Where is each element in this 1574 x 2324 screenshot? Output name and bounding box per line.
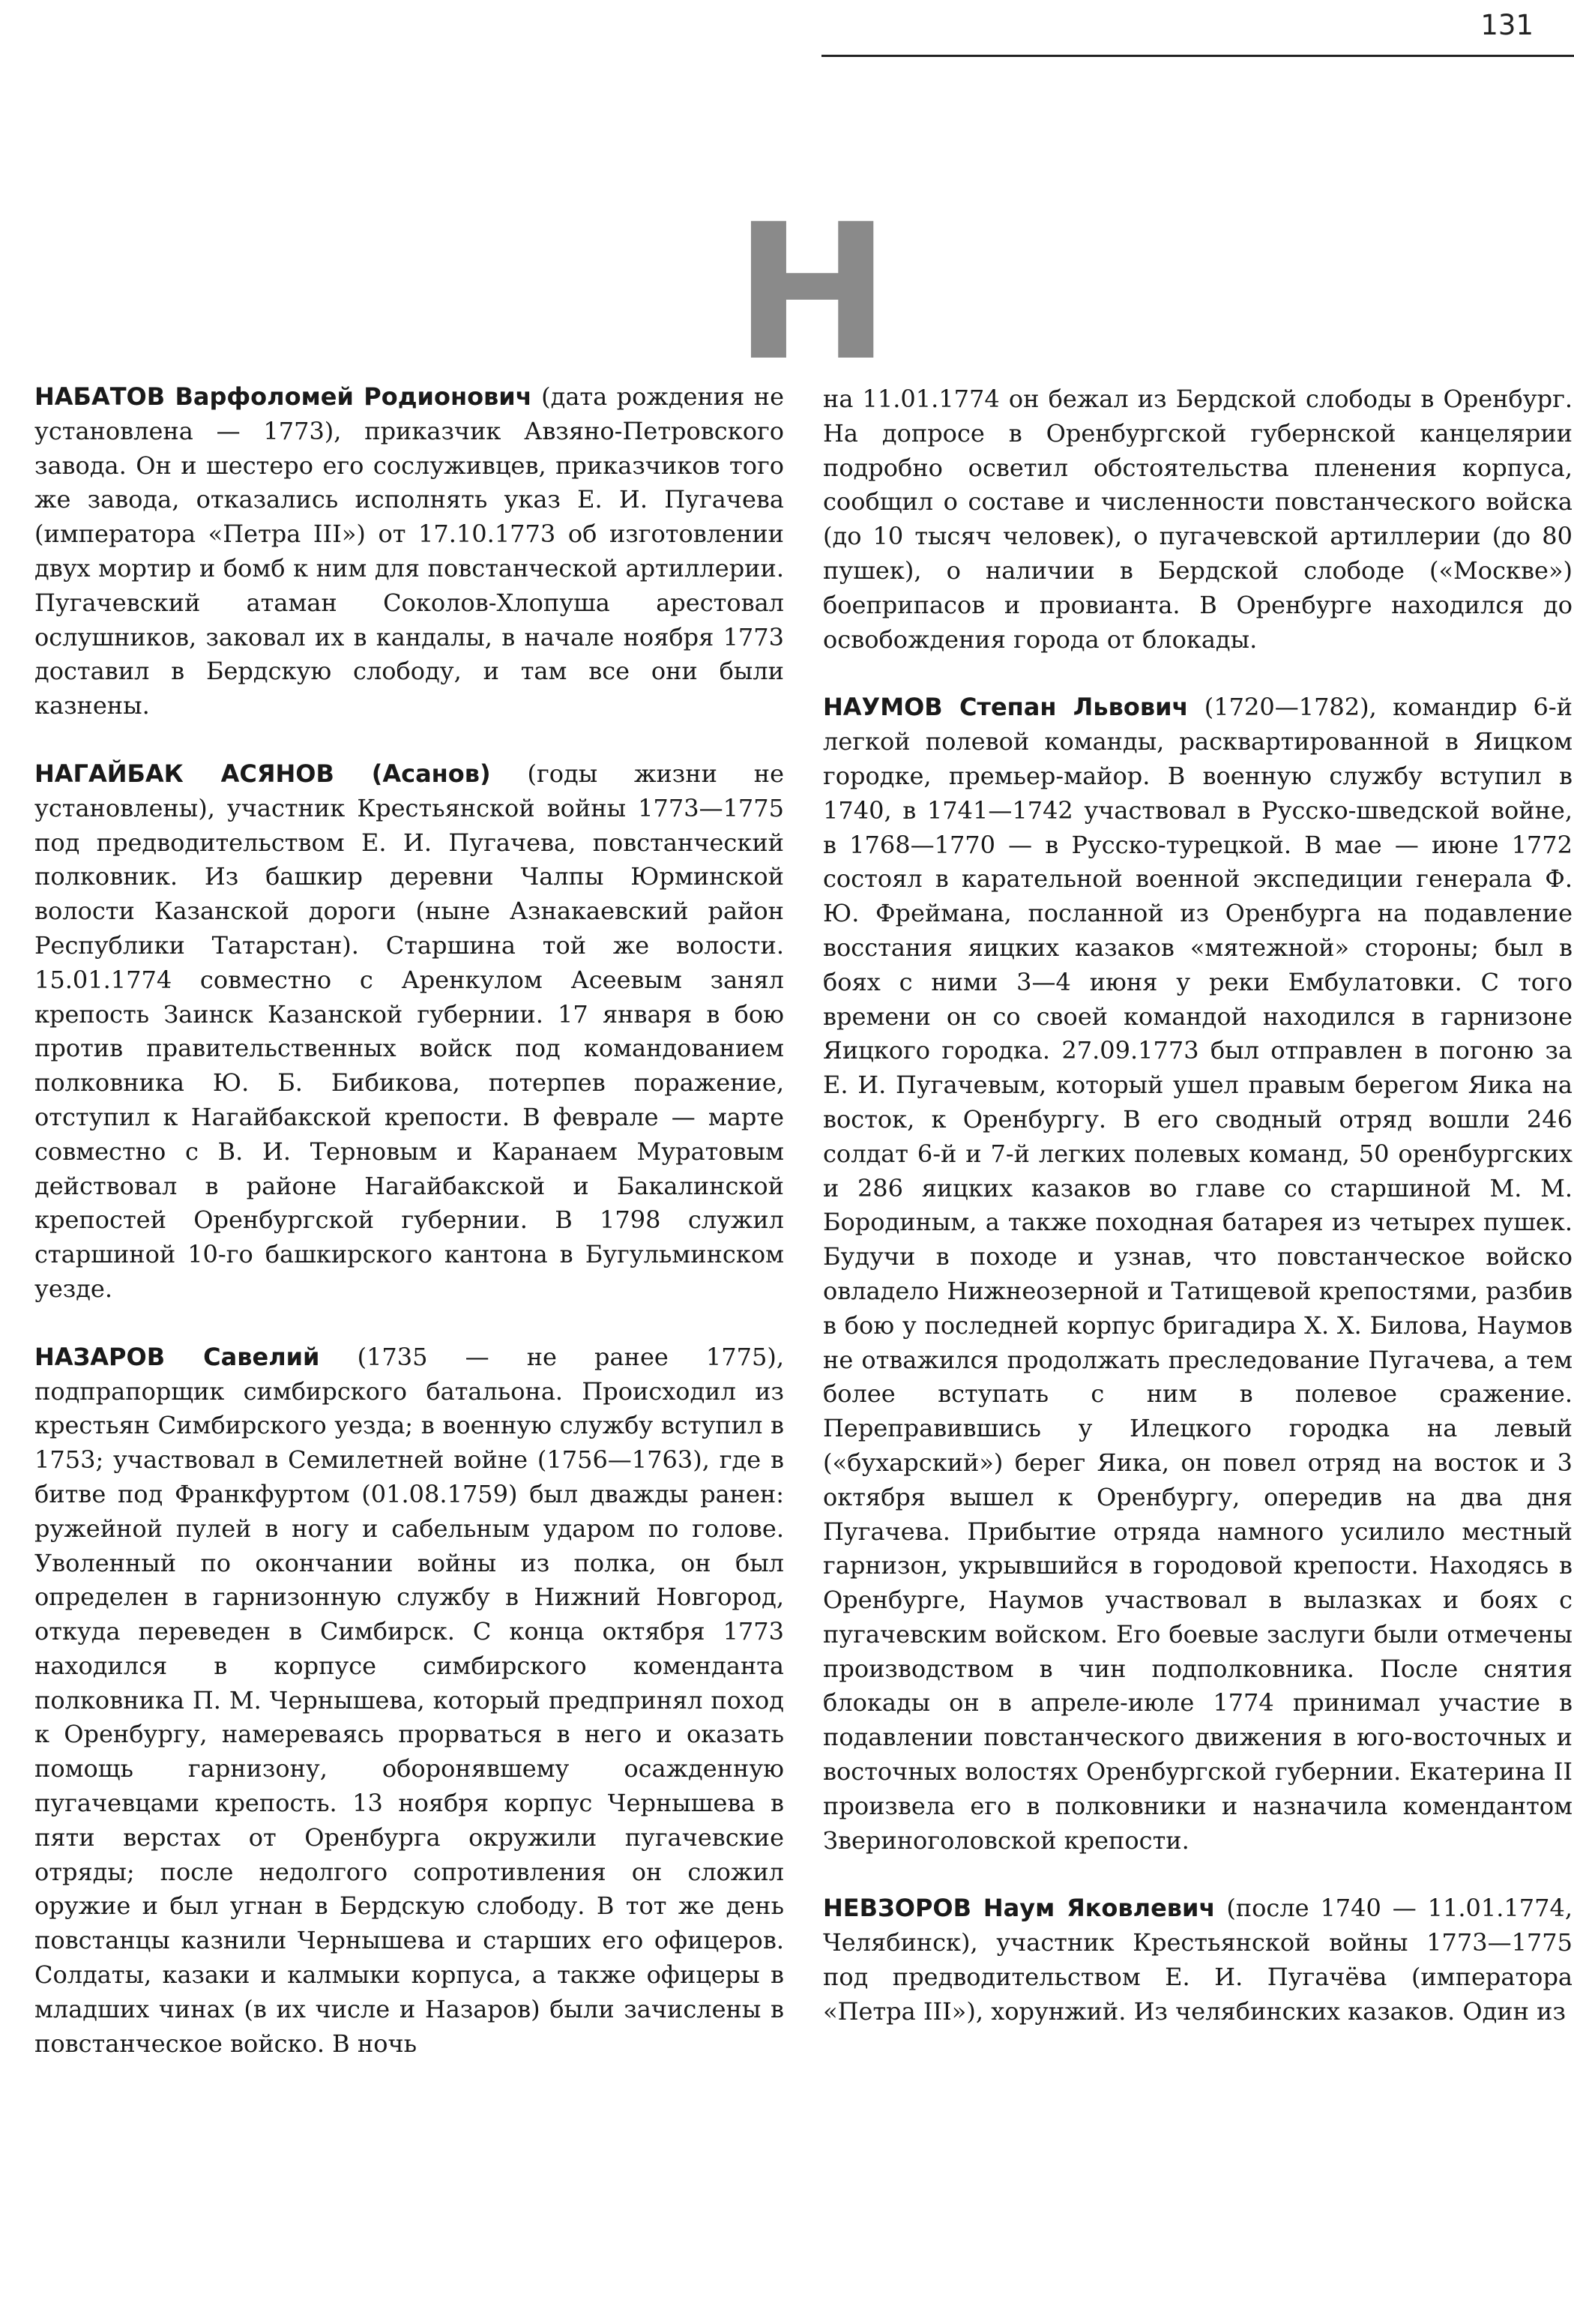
headword: НЕВЗОРОВ Наум Яковлевич	[823, 1894, 1216, 1923]
entry-text: (1720—1782), командир 6-й легкой полевой команды, расквартированной в Яицком городке, премьер-майор. В военную службу вступил в 1740, в 1741—1742 участвовал в Русско-шведской войне, в 1768—1770 — в Русско-турецкой. В мае — июне 1772 состоял в карательной военной экспедиции генерала Ф. Ю. Фреймана, посланной из Оренбурга на подавление восстания яицких казаков «мятежной» стороны; был в боях с ними 3—4 июня у реки Ембулатовки. С того времени он со своей командой находился в гарнизоне Яицкого городка. 27.09.1773 был отправлен в погоню за Е. И. Пугачевым, который ушел правым берегом Яика на восток, к Оренбургу. В его сводный отряд вошли 246 солдат 6-й и 7-й легких полевых команд, 50 оренбургских и 286 яицких казаков во главе со старшиной М. М. Бородиным, а также походная батарея из четырех пушек. Будучи в походе и узнав, что повстанческое войско овладело Нижнеозерной и Татищевой крепостями, разбив в бою у последней корпус бригадира Х. Х. Билова, Наумов не отважился продолжать преследование Пугачева, а тем более вступать с ним в полевое сражение. Переправившись у Илецкого городка на левый («бухарский») берег Яика, он повел отряд на восток и 3 октября вышел к Оренбургу, опередив на два дня Пугачева. Прибытие отряда намного усилило местный гарнизон, укрывшийся в городовой крепости. Находясь в Оренбурге, Наумов участвовал в вылазках и боях с пугачевским войском. Его боевые заслуги были отмечены производством в чин подполковника. После снятия блокады он в апреле-июле 1774 принимал участие в подавлении повстанческого движения в юго-восточных и восточных волостях Оренбургской губернии. Екатерина II произвела его в полковники и назначила комендантом Звериноголовской крепости.	[823, 693, 1573, 1855]
entry-text: (годы жизни не установлены), участник Крестьянской войны 1773—1775 под предводительством Е. И. Пугачева, повстанческий полковник. Из башкир деревни Чалпы Юрминской волости Казанской дороги (ныне Азнакаевский район Республики Татарстан). Старшина той же волости. 15.01.1774 совместно с Аренкулом Асеевым занял крепость Заинск Казанской губернии. 17 января в бою против правительственных войск под командованием полковника Ю. Б. Бибикова, потерпев поражение, отступил к Нагайбакской крепости. В феврале — марте совместно с В. И. Терновым и Каранаем Муратовым действовал в районе Нагайбакской и Бакалинской крепостей Оренбургской губернии. В 1798 служил старшиной 10-го башкирского кантона в Бугульминском уезде.	[34, 759, 785, 1303]
headword: НАГАЙБАК АСЯНОВ	[34, 759, 334, 788]
headword-alias: (Асанов)	[334, 759, 491, 788]
entry-text: (после 1740 — 11.01.1774, Челябинск), участник Крестьянской войны 1773—1775 под предводительством Е. И. Пугачёва (императора «Петра III»), хорунжий. Из челябинских казаков. Один из	[823, 1894, 1573, 2026]
entry-naumov	[823, 690, 1573, 1858]
right-column	[823, 382, 1573, 2063]
entry-text: (дата рождения не установлена — 1773), приказчик Авзяно-Петровского завода. Он и шестеро его сослуживцев, приказчиков того же завода, отказались исполнять указ Е. И. Пугачева (императора «Петра III») от 17.10.1773 об изготовлении двух мортир и бомб к ним для повстанческой артиллерии. Пугачевский атаман Соколов-Хлопуша арестовал ослушников, заковал их в кандалы, в начале ноября 1773 доставил в Бердскую слободу, и там все они были казнены.	[34, 382, 785, 720]
entry-nevzorov	[823, 1891, 1573, 2029]
entry-text: на 11.01.1774 он бежал из Бердской слободы в Оренбург. На допросе в Оренбургской губернской канцелярии подробно осветил обстоятельства пленения корпуса, сообщил о составе и численности повстанческого войска (до 10 тысяч человек), о пугачевской артиллерии (до 80 пушек), о наличии в Бердской слободе («Москве») боеприпасов и провианта. В Оренбурге находился до освобождения города от блокады.	[823, 385, 1573, 654]
section-letter: Н	[734, 184, 891, 402]
headword: НАЗАРОВ Савелий	[34, 1342, 320, 1371]
header-rule	[821, 55, 1574, 57]
entry-text: (1735 — не ранее 1775), подпрапорщик симбирского батальона. Происходил из крестьян Симбирского уезда; в военную службу вступил в 1753; участвовал в Семилетней войне (1756—1763), где в битве под Франкфуртом (01.08.1759) был дважды ранен: ружейной пулей в ногу и сабельным ударом по голове. Уволенный по окончании войны из полка, он был определен в гарнизонную службу в Нижний Новгород, откуда переведен в Симбирск. С конца октября 1773 находился в корпусе симбирского коменданта полковника П. М. Чернышева, который предпринял поход к Оренбургу, намереваясь прорваться в него и оказать помощь гарнизону, оборонявшему осажденную пугачевцами крепость. 13 ноября корпус Чернышева в пяти верстах от Оренбурга окружили пугачевские отряды; после недолгого сопротивления он сложил оружие и был угнан в Бердскую слободу. В тот же день повстанцы казнили Чернышева и старших его офицеров. Солдаты, казаки и калмыки корпуса, а также офицеры в младших чинах (в их числе и Назаров) были зачислены в повстанческое войско. В ночь	[34, 1342, 785, 2058]
entry-nagaybak	[34, 757, 784, 1307]
headword: НАБАТОВ Варфоломей Родионович	[34, 382, 532, 411]
entry-nazarov	[34, 1340, 784, 2062]
left-column	[34, 380, 784, 2095]
entry-nabatov	[34, 380, 784, 723]
entry-nazarov-continued	[823, 382, 1573, 657]
page-number: 131	[1480, 9, 1534, 41]
headword: НАУМОВ Степан Львович	[823, 693, 1189, 722]
